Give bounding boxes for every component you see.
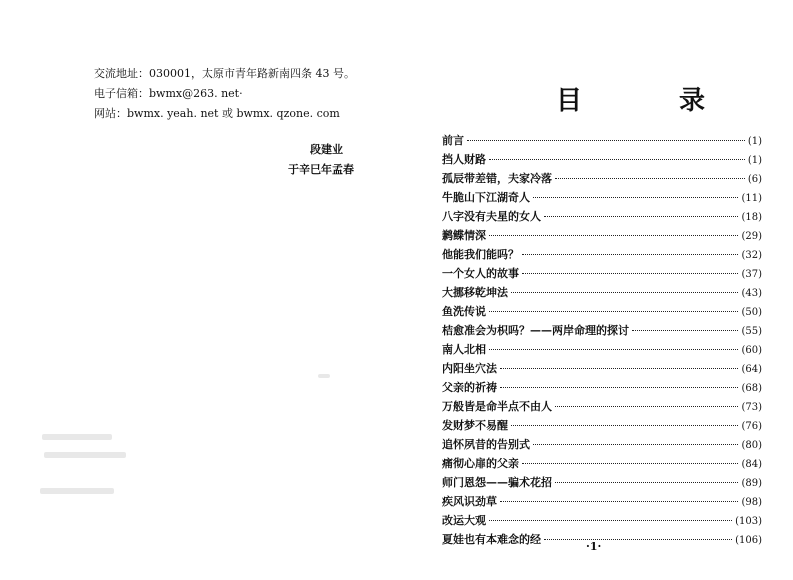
toc-entry-page: (6)	[747, 174, 762, 185]
toc-entry	[442, 208, 762, 227]
page-number: ·1·	[586, 540, 602, 553]
toc-entry-title: 万般皆是命半点不由人	[442, 400, 552, 413]
toc-entry	[442, 493, 762, 512]
left-page	[0, 0, 396, 580]
toc-entry	[442, 379, 762, 398]
toc-leader-dots	[489, 349, 738, 350]
toc-entry-page: (98)	[741, 497, 762, 508]
toc-entry	[442, 512, 762, 531]
toc-entry	[442, 360, 762, 379]
toc-entry	[442, 474, 762, 493]
toc-leader-dots	[500, 387, 738, 388]
toc-leader-dots	[522, 273, 738, 274]
toc-entry-title: 孤辰带差错，夫家冷落	[442, 172, 552, 185]
bleed-through-smudge	[318, 374, 330, 378]
toc-entry-title: 南人北相	[442, 343, 486, 356]
right-page	[396, 0, 793, 580]
toc-entry-page: (1)	[747, 136, 762, 147]
toc-entry-title: 他能我们能吗？	[442, 248, 519, 261]
toc-entry-title: 追怀夙昔的告别式	[442, 438, 530, 451]
toc-entry-page: (29)	[741, 231, 762, 242]
table-of-contents	[442, 132, 762, 550]
toc-entry-title: 大挪移乾坤法	[442, 286, 508, 299]
toc-leader-dots	[500, 368, 738, 369]
toc-entry	[442, 303, 762, 322]
toc-entry	[442, 132, 762, 151]
toc-entry	[442, 151, 762, 170]
toc-entry	[442, 246, 762, 265]
bleed-through-smudge	[42, 434, 112, 440]
toc-entry-page: (68)	[741, 383, 762, 394]
toc-entry-page: (18)	[741, 212, 762, 223]
toc-leader-dots	[544, 539, 732, 540]
toc-entry-title: 痛彻心扉的父亲	[442, 457, 519, 470]
toc-entry-title: 内阳坐穴法	[442, 362, 497, 375]
toc-entry-page: (55)	[741, 326, 762, 337]
toc-entry-title: 父亲的祈祷	[442, 381, 497, 394]
toc-entry-title: 挡人财路	[442, 153, 486, 166]
toc-entry-page: (60)	[741, 345, 762, 356]
toc-entry	[442, 455, 762, 474]
toc-entry-title: 改运大观	[442, 514, 486, 527]
toc-entry-page: (50)	[741, 307, 762, 318]
toc-title: 目 录	[556, 86, 750, 116]
toc-leader-dots	[511, 425, 738, 426]
toc-entry-page: (89)	[741, 478, 762, 489]
author-signature	[288, 140, 354, 180]
toc-entry-title: 八字没有夫星的女人	[442, 210, 541, 223]
toc-entry	[442, 189, 762, 208]
toc-entry-page: (64)	[741, 364, 762, 375]
contact-address: 交流地址：030001，太原市青年路新南四条 43 号。	[94, 67, 355, 80]
toc-entry	[442, 531, 762, 550]
toc-entry-title: 鹣鲽情深	[442, 229, 486, 242]
toc-entry-title: 一个女人的故事	[442, 267, 519, 280]
bleed-through-smudge	[40, 488, 114, 494]
toc-leader-dots	[489, 159, 745, 160]
toc-entry-title: 疾风识劲草	[442, 495, 497, 508]
toc-entry	[442, 322, 762, 341]
toc-entry-title: 桔愈准会为枳吗？——两岸命理的探讨	[442, 324, 629, 337]
toc-leader-dots	[533, 444, 738, 445]
toc-leader-dots	[632, 330, 738, 331]
toc-entry-title: 前言	[442, 134, 464, 147]
contact-website: 网站：bwmx. yeah. net 或 bwmx. qzone. com	[94, 107, 340, 120]
toc-entry-page: (11)	[741, 193, 762, 204]
toc-leader-dots	[489, 311, 738, 312]
toc-entry-title: 师门恩怨——骗术花招	[442, 476, 552, 489]
toc-entry-page: (73)	[741, 402, 762, 413]
toc-entry-title: 发财梦不易醒	[442, 419, 508, 432]
toc-entry-title: 夏娃也有本难念的经	[442, 533, 541, 546]
toc-leader-dots	[555, 406, 738, 407]
toc-entry-title: 鱼洗传说	[442, 305, 486, 318]
toc-entry	[442, 170, 762, 189]
toc-leader-dots	[522, 463, 738, 464]
toc-entry-page: (76)	[741, 421, 762, 432]
toc-leader-dots	[489, 520, 732, 521]
toc-entry	[442, 227, 762, 246]
toc-entry-page: (43)	[741, 288, 762, 299]
toc-leader-dots	[511, 292, 738, 293]
toc-leader-dots	[522, 254, 738, 255]
toc-entry-page: (80)	[741, 440, 762, 451]
signature-date: 于辛巳年孟春	[288, 163, 354, 176]
toc-entry	[442, 341, 762, 360]
toc-entry-page: (106)	[735, 535, 762, 546]
toc-entry-page: (84)	[741, 459, 762, 470]
toc-entry-page: (37)	[741, 269, 762, 280]
toc-entry-page: (103)	[735, 516, 762, 527]
author-name: 段建业	[310, 143, 343, 156]
bleed-through-smudge	[44, 452, 126, 458]
contact-info	[94, 64, 355, 124]
toc-leader-dots	[555, 482, 738, 483]
toc-leader-dots	[533, 197, 738, 198]
toc-entry-page: (32)	[741, 250, 762, 261]
toc-leader-dots	[544, 216, 738, 217]
toc-entry	[442, 284, 762, 303]
toc-leader-dots	[555, 178, 745, 179]
toc-entry-page: (1)	[747, 155, 762, 166]
toc-leader-dots	[489, 235, 738, 236]
toc-leader-dots	[467, 140, 745, 141]
toc-entry-title: 牛脆山下江湖奇人	[442, 191, 530, 204]
contact-email: 电子信箱：bwmx@263. net·	[94, 87, 243, 100]
toc-entry	[442, 398, 762, 417]
toc-entry	[442, 436, 762, 455]
toc-leader-dots	[500, 501, 738, 502]
toc-entry	[442, 417, 762, 436]
toc-entry	[442, 265, 762, 284]
